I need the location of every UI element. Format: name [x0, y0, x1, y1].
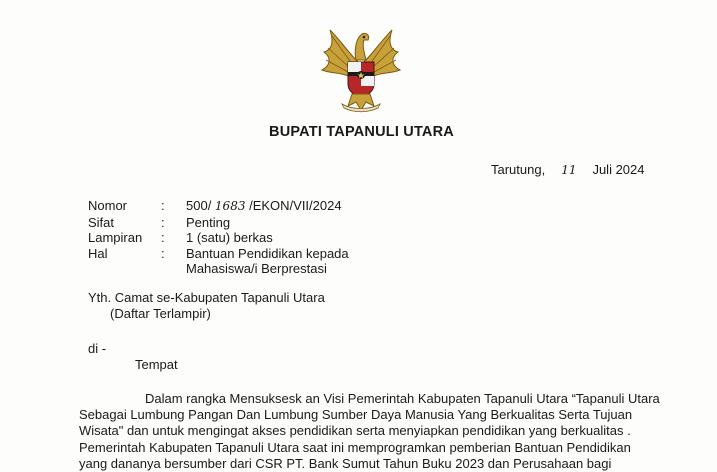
meta-value: Penting: [186, 214, 231, 230]
nomor-suffix: /EKON/VII/2024: [245, 198, 342, 213]
place-di: di -: [88, 341, 107, 356]
addressee-sub: (Daftar Terlampir): [110, 306, 211, 321]
meta-key: Sifat: [88, 214, 115, 230]
date-place: Tarutung,: [491, 162, 546, 177]
meta-row-hal: [88, 246, 486, 262]
nomor-prefix: 500/: [186, 198, 215, 213]
date-month-year: Juli 2024: [592, 162, 645, 177]
letter-meta: [88, 198, 486, 277]
addressee: [88, 290, 325, 322]
body-line: yang dananya bersumber dari CSR PT. Bank Sumut Tahun Buku 2023 dan Perusahaan bagi: [79, 455, 612, 471]
garuda-pancasila-emblem-icon: [318, 22, 404, 114]
body-line: Pemerintah Kabupaten Tapanuli Utara saat ini memprogramkan pemberian Bantuan Pendidikan: [79, 439, 631, 455]
meta-value: Bantuan Pendidikan kepada: [186, 245, 349, 261]
addressee-line: Yth. Camat se-Kabupaten Tapanuli Utara: [88, 290, 325, 305]
meta-sep: :: [161, 230, 165, 245]
meta-sep: :: [161, 245, 165, 261]
meta-sep: :: [161, 198, 165, 213]
meta-row-hal-cont: [88, 261, 486, 277]
meta-key: Lampiran: [88, 230, 143, 245]
letterhead-title: BUPATI TAPANULI UTARA: [269, 124, 454, 140]
meta-sep: :: [161, 214, 165, 230]
date-day-handwritten: 11: [561, 163, 577, 177]
meta-key: Hal: [88, 245, 108, 261]
meta-value-cont: Mahasiswa/i Berprestasi: [186, 261, 327, 276]
nomor-handwritten: 1683: [214, 199, 246, 213]
meta-value: [186, 198, 486, 215]
body-line: Sebagai Lumbung Pangan Dan Lumbung Sumber Daya Manusia Yang Berkualitas Serta Tujuan: [79, 407, 633, 423]
meta-row-lampiran: [88, 230, 486, 246]
place-tempat: Tempat: [135, 357, 178, 372]
meta-row-sifat: [88, 215, 486, 231]
body-line: Dalam rangka Mensuksesk an Visi Pemerintah Kabupaten Tapanuli Utara “Tapanuli Utara: [145, 391, 660, 406]
meta-key: Nomor: [88, 198, 128, 213]
meta-row-nomor: [88, 198, 486, 215]
letter-body: [79, 391, 711, 472]
body-line: Wisata" dan untuk mengingat akses pendidikan serta menyiapkan pendidikan yang berkualitas .: [79, 423, 631, 439]
place-date: [491, 162, 645, 177]
meta-value: 1 (satu) berkas: [186, 230, 273, 245]
